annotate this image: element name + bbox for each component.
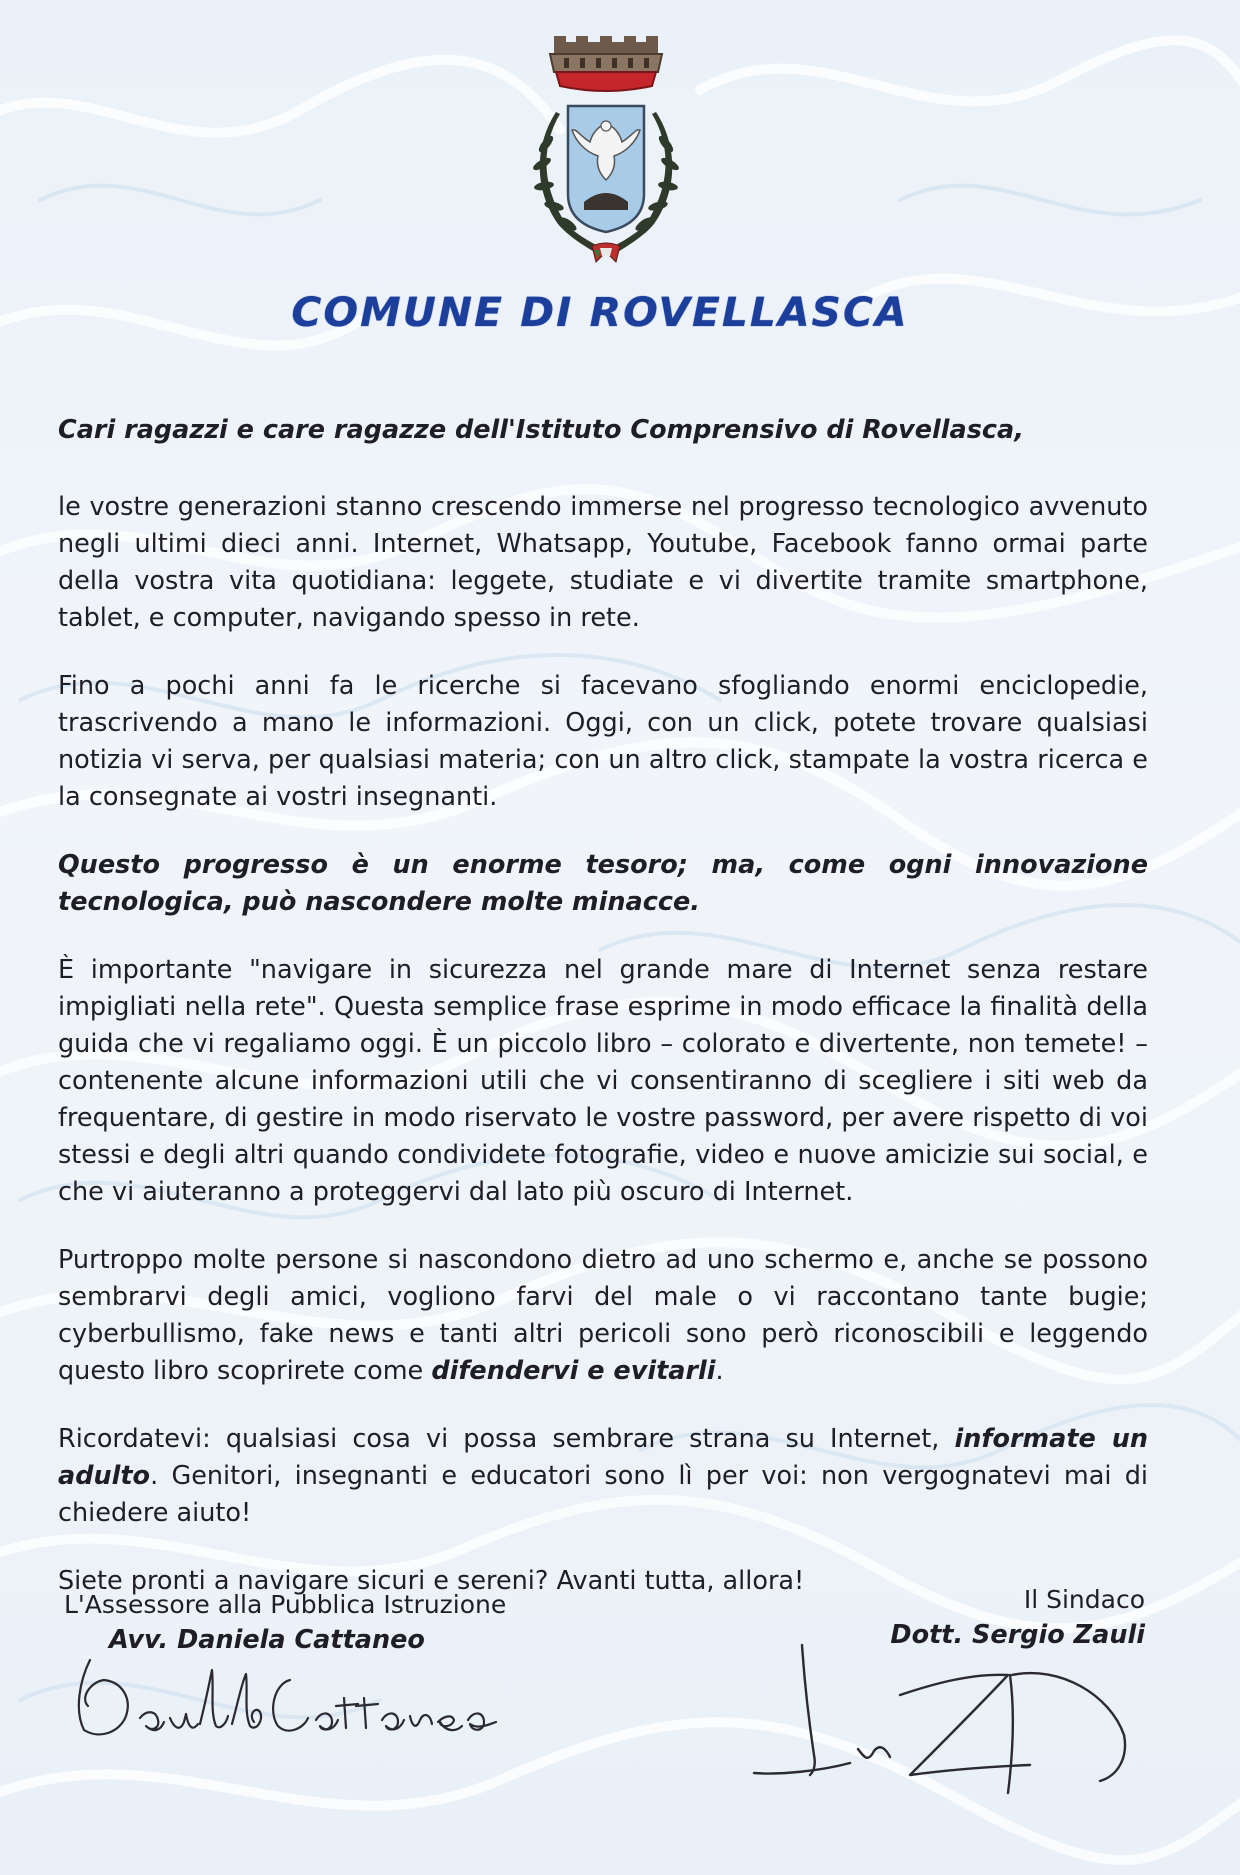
letter-paragraph-6 — [58, 1421, 1148, 1532]
assessore-name: Avv. Daniela Cattaneo — [109, 1625, 425, 1655]
letter-salutation: Cari ragazzi e care ragazze dell'Istituto Comprensivo di Rovellasca, — [58, 415, 1024, 445]
letter-paragraph-5 — [58, 1242, 1148, 1390]
handwritten-signature-sindaco — [740, 1625, 1160, 1795]
letter-paragraph-3: Questo progresso è un enorme tesoro; ma, come ogni innovazione tecnologica, può nascondere molte minacce. — [58, 850, 1148, 917]
paragraph-6-emphasis: informate un adulto — [58, 1424, 1148, 1491]
letter-closing: Siete pronti a navigare sicuri e sereni? Avanti tutta, allora! — [58, 1566, 805, 1596]
paragraph-5-emphasis: difendervi e evitarli — [431, 1356, 716, 1386]
sindaco-role: Il Sindaco — [1023, 1585, 1145, 1614]
letter-body — [58, 412, 1148, 1631]
handwritten-signature-assessore — [60, 1640, 530, 1750]
letter-paragraph-2: Fino a pochi anni fa le ricerche si facevano sfogliando enormi enciclopedie, trascrivendo a mano le informazioni. Oggi, con un click, potete trovare qualsiasi notizia vi serva, per qualsiasi materia; con un altro click, stampate la vostra ricerca e la consegnate ai vostri insegnanti. — [58, 671, 1148, 812]
letter-paragraph-4: È importante "navigare in sicurezza nel grande mare di Internet senza restare impigliati nella rete". Questa semplice frase esprime in modo efficace la finalità della guida che vi regaliamo oggi. È un piccolo libro – colorato e divertente, non temete! – contenente alcune informazioni utili che vi consentiranno di scegliere i siti web da frequentare, di gestire in modo riservato le vostre password, per avere rispetto di voi stessi e degli altri quando condividete fotografie, video e nuove amicizie sui social, e che vi aiuteranno a proteggervi dal lato più oscuro di Internet. — [58, 955, 1148, 1207]
paragraph-6-text: Ricordatevi: qualsiasi cosa vi possa sembrare strana su Internet, — [58, 1424, 955, 1454]
paragraph-5-text: Purtroppo molte persone si nascondono dietro ad uno schermo e, anche se possono sembrarvi degli amici, vogliono farvi del male o vi raccontano tante bugie; cyberbullismo, fake news e tanti altri pericoli sono però riconoscibili e leggendo questo libro scoprirete come — [58, 1245, 1148, 1386]
letter-paragraph-1: le vostre generazioni stanno crescendo immerse nel progresso tecnologico avvenuto negli ultimi dieci anni. Internet, Whatsapp, Youtube, Facebook fanno ormai parte della vostra vita quotidiana: leggete, studiate e vi divertite tramite smartphone, tablet, e computer, navigando spesso in rete. — [58, 492, 1148, 633]
paragraph-6-end: . Genitori, insegnanti e educatori sono lì per voi: non vergognatevi mai di chiedere aiuto! — [58, 1461, 1148, 1528]
coat-of-arms-icon — [506, 34, 706, 284]
assessore-role: L'Assessore alla Pubblica Istruzione — [64, 1590, 507, 1619]
sindaco-name: Dott. Sergio Zauli — [890, 1620, 1145, 1650]
paragraph-5-end: . — [715, 1356, 724, 1386]
municipality-title: COMUNE DI ROVELLASCA — [291, 290, 909, 336]
